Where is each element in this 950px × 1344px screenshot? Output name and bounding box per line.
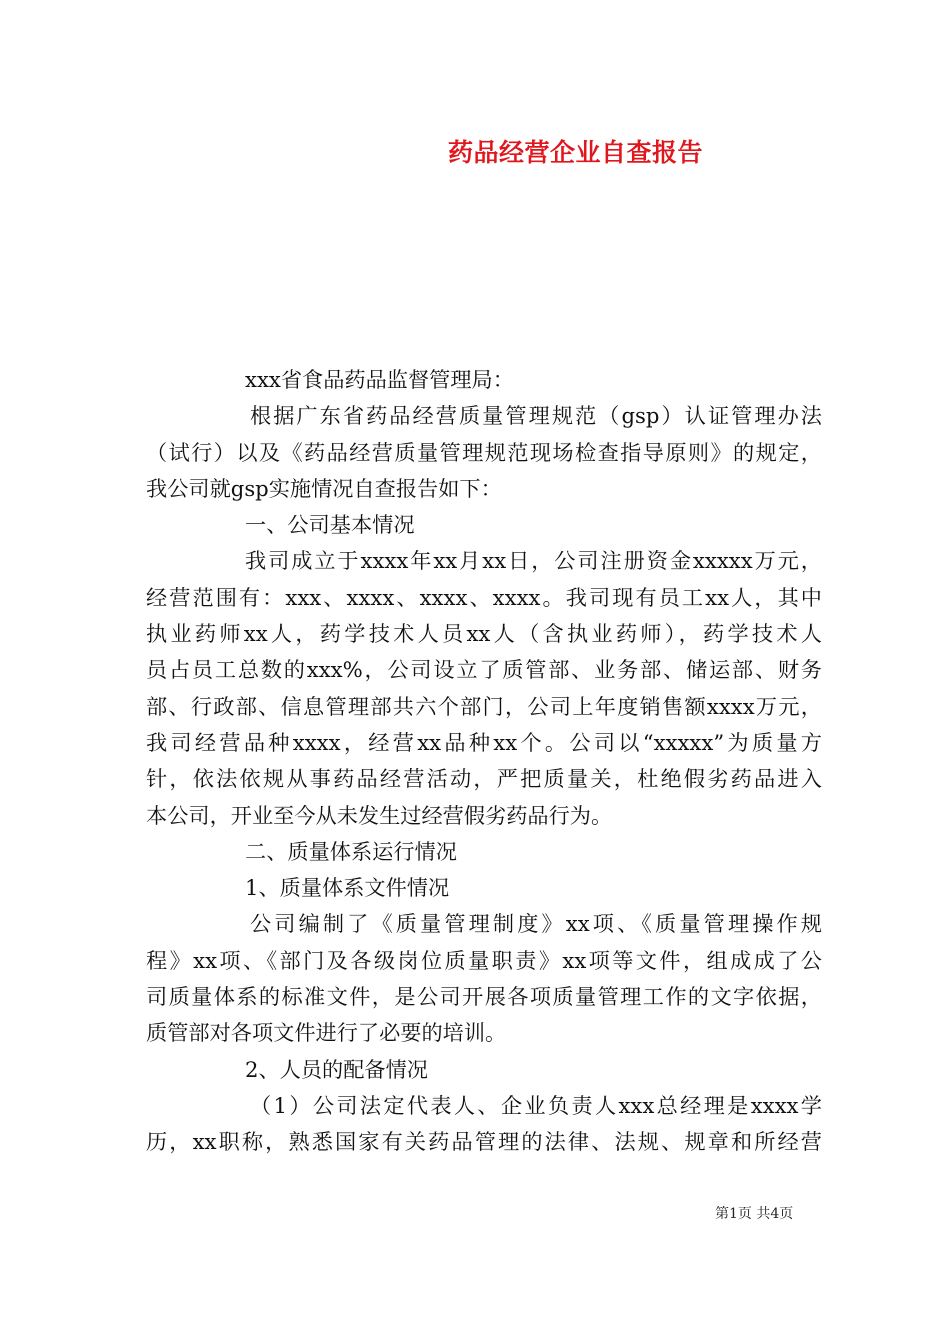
section-heading: 二、质量体系运行情况	[245, 838, 457, 864]
paragraph-line: （试行）以及《药品经营质量管理规范现场检查指导原则》的规定，	[146, 439, 822, 465]
paragraph-line: 质管部对各项文件进行了必要的培训。	[146, 1020, 507, 1046]
paragraph-line: 程》xx项、《部门及各级岗位质量职责》xx项等文件，组成成了公	[146, 947, 822, 973]
paragraph-line: 执业药师xx人，药学技术人员xx人（含执业药师），药学技术人	[146, 621, 822, 647]
paragraph-line: 历，xx职称，熟悉国家有关药品管理的法律、法规、规章和所经营	[146, 1129, 822, 1155]
subsection-heading: 2、人员的配备情况	[245, 1056, 428, 1082]
paragraph-line: 根据广东省药品经营质量管理规范（gsp）认证管理办法	[250, 403, 822, 429]
document-title: 药品经营企业自查报告	[448, 138, 704, 167]
paragraph-line: 我公司就gsp实施情况自查报告如下：	[146, 475, 502, 501]
paragraph-line: 本公司，开业至今从未发生过经营假劣药品行为。	[146, 802, 613, 828]
paragraph-line: 员占员工总数的xxx%，公司设立了质管部、业务部、储运部、财务	[146, 657, 822, 683]
section-heading: 一、公司基本情况	[245, 512, 415, 538]
paragraph-line: 经营范围有：xxx、xxxx、xxxx、xxxx。我司现有员工xx人，其中	[146, 584, 822, 610]
paragraph-line: 针，依法依规从事药品经营活动，严把质量关，杜绝假劣药品进入	[146, 766, 822, 792]
paragraph-line: 公司编制了《质量管理制度》xx项、《质量管理操作规	[250, 911, 822, 937]
paragraph-line: （1）公司法定代表人、企业负责人xxx总经理是xxxx学	[250, 1092, 822, 1118]
document-body	[146, 362, 822, 1161]
paragraph-line: 我司经营品种xxxx，经营xx品种xx个。公司以“xxxxx”为质量方	[146, 729, 822, 755]
page-number-footer: 第1页 共4页	[715, 1206, 794, 1222]
subsection-heading: 1、质量体系文件情况	[245, 875, 450, 901]
addressee-line: xxx省食品药品监督管理局：	[245, 367, 514, 392]
paragraph-line: 司质量体系的标准文件，是公司开展各项质量管理工作的文字依据，	[146, 984, 822, 1010]
paragraph-line: 部、行政部、信息管理部共六个部门，公司上年度销售额xxxx万元，	[146, 693, 822, 719]
paragraph-line: 我司成立于xxxx年xx月xx日，公司注册资金xxxxx万元，	[245, 548, 822, 574]
